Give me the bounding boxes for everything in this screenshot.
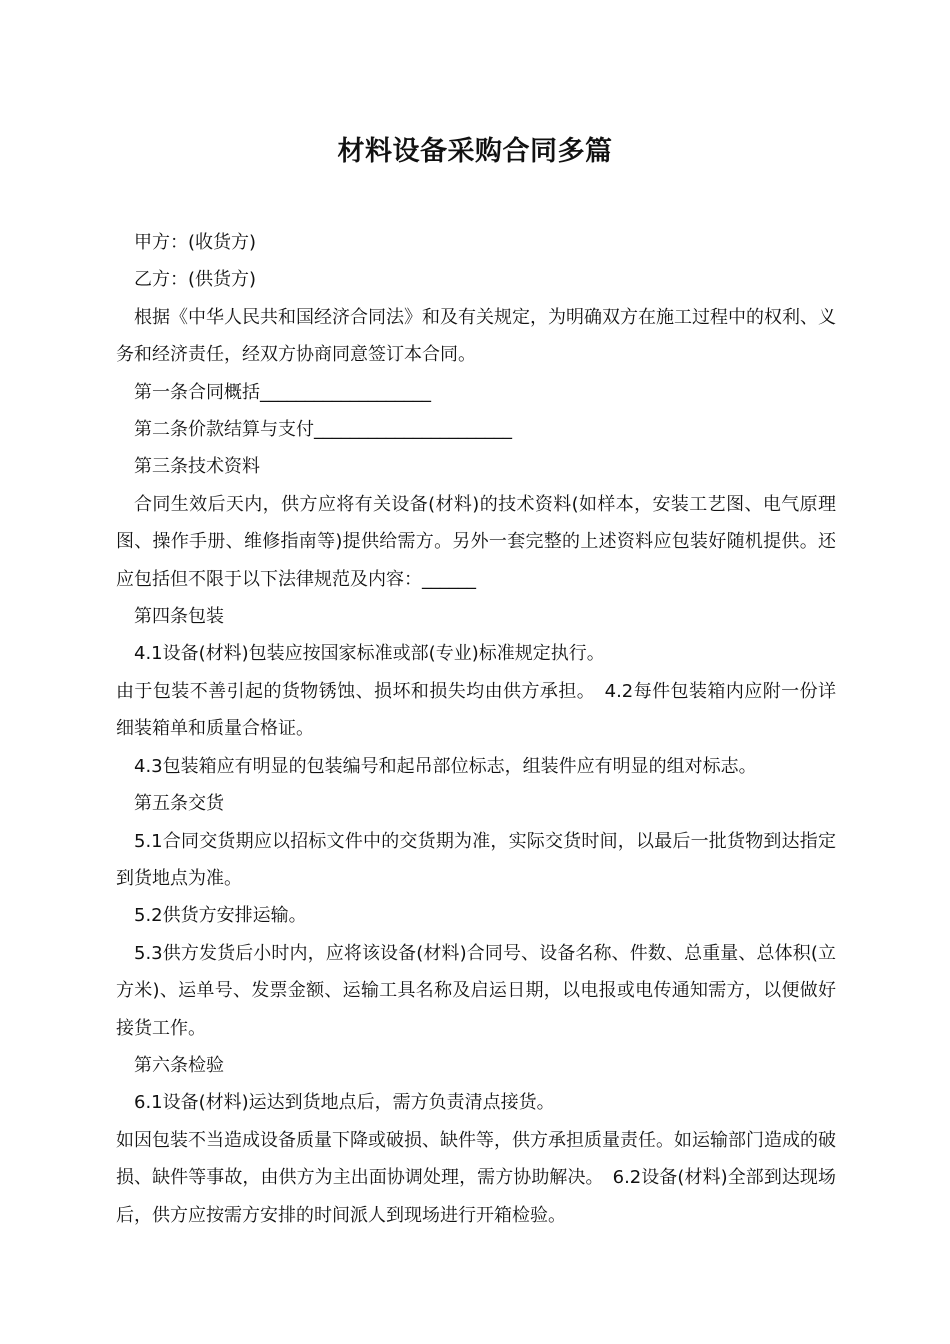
paragraph-party-a: 甲方：(收货方): [134, 232, 257, 253]
clause-5-3: 5.3供方发货后小时内，应将该设备(材料)合同号、设备名称、件数、总重量、总体积(立方米)、运单号、发票金额、运输工具名称及启运日期，以电报或电传通知需方，以便做好接货工作。: [116, 942, 836, 1039]
clause-4-3: 4.3包装箱应有明显的包装编号和起吊部位标志，组装件应有明显的组对标志。: [134, 755, 757, 777]
clause-5-1: 5.1合同交货期应以招标文件中的交货期为准，实际交货时间，以最后一批货物到达指定到货地点为准。: [116, 830, 836, 889]
clause-4-1-cont: 由于包装不善引起的货物锈蚀、损坏和损失均由供方承担。 4.2每件包装箱内应附一份详细装箱单和质量合格证。: [116, 680, 836, 740]
document-body: [116, 224, 836, 1234]
clause-6-1: 6.1设备(材料)运达到货地点后，需方负责清点接货。: [134, 1092, 555, 1114]
paragraph-preamble: 根据《中华人民共和国经济合同法》和及有关规定，为明确双方在施工过程中的权利、义务和经济责任，经双方协商同意签订本合同。: [116, 306, 836, 366]
article-5-heading: 第五条交货: [134, 793, 224, 815]
document-title: 材料设备采购合同多篇: [337, 136, 613, 167]
paragraph-technical-docs: 合同生效后天内，供方应将有关设备(材料)的技术资料(如样本，安装工艺图、电气原理图、操作手册、维修指南等)提供给需方。另外一套完整的上述资料应包装好随机提供。还应包括但不限于以下法律规范及内容：______: [116, 493, 836, 590]
article-3-heading: 第三条技术资料: [134, 456, 260, 478]
clause-5-2: 5.2供货方安排运输。: [134, 905, 307, 927]
article-2-heading: 第二条价款结算与支付______________________: [134, 419, 512, 441]
paragraph-party-b: 乙方：(供货方): [134, 269, 257, 291]
article-1-heading: 第一条合同概括___________________: [134, 381, 431, 403]
article-6-heading: 第六条检验: [134, 1054, 224, 1076]
clause-4-1: 4.1设备(材料)包装应按国家标准或部(专业)标准规定执行。: [134, 643, 605, 665]
article-4-heading: 第四条包装: [134, 606, 224, 628]
clause-6-1-cont: 如因包装不当造成设备质量下降或破损、缺件等，供方承担质量责任。如运输部门造成的破损、缺件等事故，由供方为主出面协调处理，需方协助解决。 6.2设备(材料)全部到达现场后，供方应按需方安排的时间派人到现场进行开箱检验。: [116, 1129, 836, 1226]
